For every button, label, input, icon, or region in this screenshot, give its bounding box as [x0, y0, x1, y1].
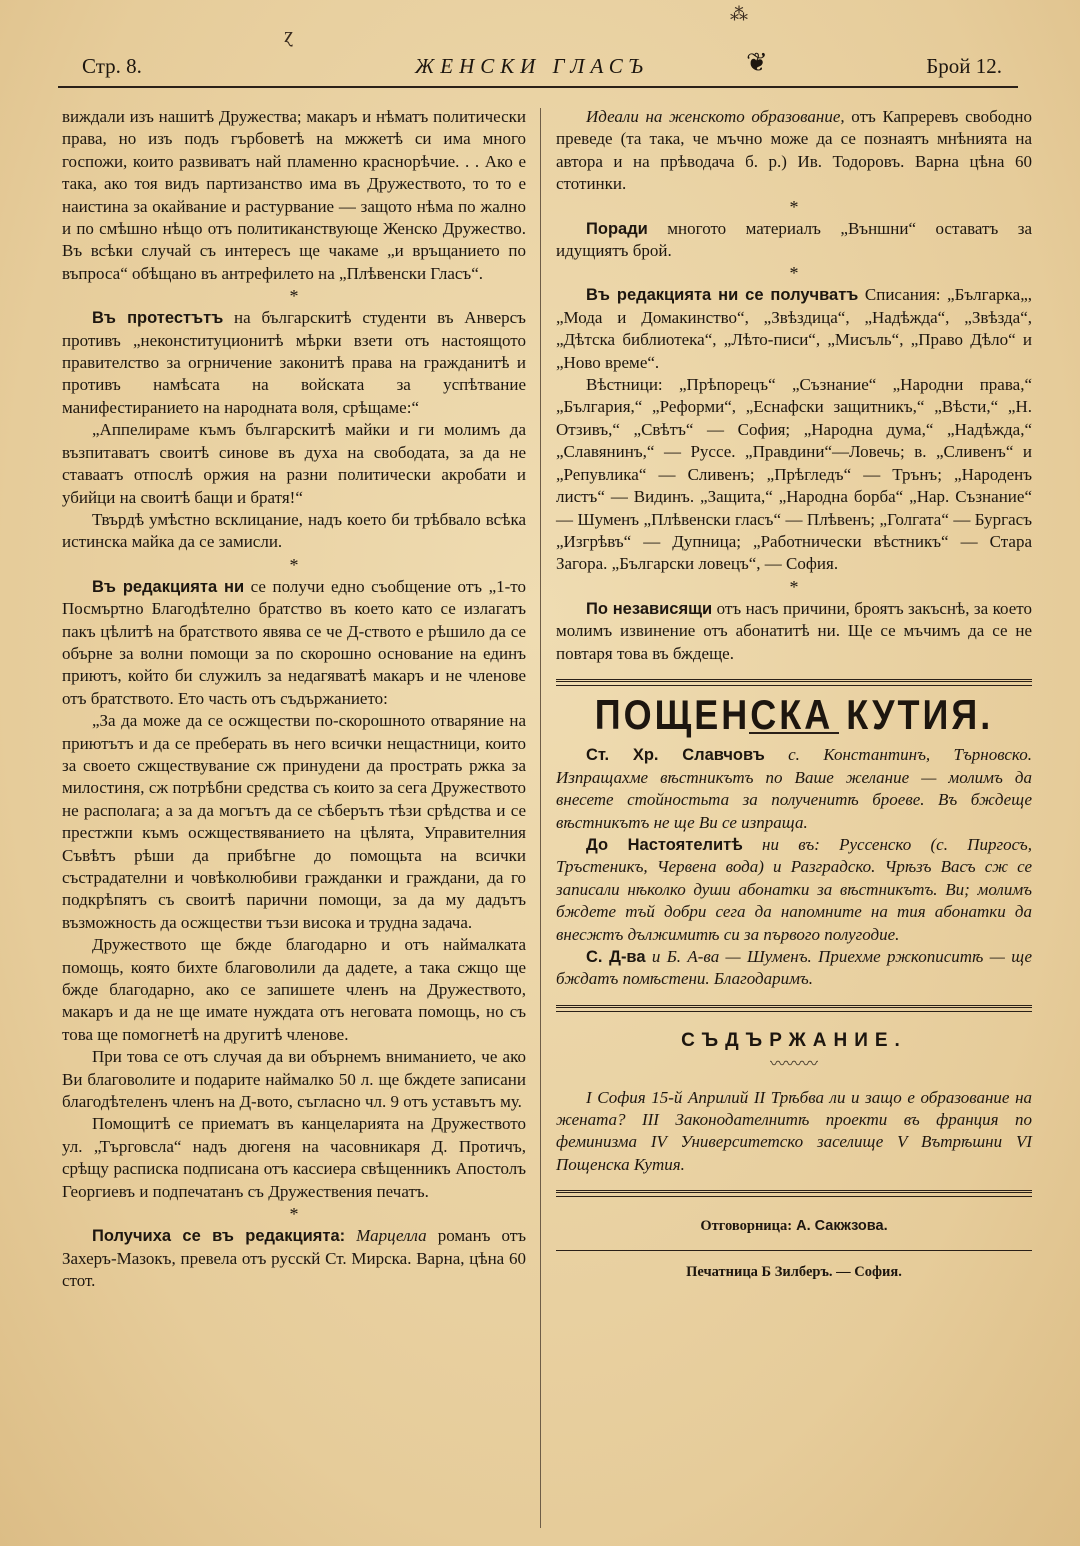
notice-received [556, 284, 1032, 374]
article-text: на българскитѣ студенти въ Анверсъ противъ „неконституционитѣ мѣрки взети отъ настоящото правителство за огрничение законитѣ права на гражданитѣ и противъ намѣсата на войската за успѣтвание манифестиранието на народната воля, срѣщаме:“ [62, 308, 526, 417]
mailbox-entry [556, 834, 1032, 946]
book-notice-text: отъ Капреревъ свободно преведе (та така, че мъчно може да се познаятъ мнѣнията на автора и на прѣводача б. р.) Ив. Тодоровъ. Варна цѣна 60 стотинки. [556, 107, 1032, 194]
book-title: Идеали на женското образование, [586, 107, 845, 126]
separator-star: * [289, 554, 299, 575]
left-column [62, 106, 526, 1292]
article-lead: Получиха се въ редакцията: [92, 1227, 346, 1246]
ink-blot-mark-2: ⁂ [730, 4, 748, 24]
mailbox-entry [556, 946, 1032, 991]
separator-star: * [789, 576, 799, 597]
notice-material [556, 218, 1032, 263]
page-number: Стр. 8. [82, 54, 142, 78]
article-protest [62, 307, 526, 419]
newspapers-list: Вѣстници: „Прѣпорецъ“ „Съзнание“ „Народни права,“ „България,“ „Реформи“, „Еснафски защитникъ,“ „Вѣсти,“ „Н. Отзивъ,“ „Свѣтъ“ — София; „Народна дума,“ „Надѣжда,“ „Славянинъ,“ — Руссе. „Правдини“—Ловечь; в. „Сливенъ“ и „Репувлика“ — Сливенъ; „Прѣгледъ“ — Трънъ; „Народенъ листъ“ — Видинъ. „Защита,“ „Народна борба“ „Нар. Съзнание“ — Шуменъ „Плѣвенски гласъ“ — Плѣвенъ; „Голгата“ — Бургасъ „Изгрѣвъ“ — Дупница; „Работнически вѣстникъ“ — Стара Загора. „Български ловецъ“, — София. [556, 375, 1032, 574]
editor-label: Отговорница: [700, 1218, 793, 1235]
section-rule [556, 1190, 1032, 1197]
mailbox-text: и Б. А-ва — Шуменъ. Приехме ржкописитѣ — ще бждатъ помѣстени. Благодаримъ. [556, 947, 1032, 989]
mailbox-text: Изпращахме вѣстникътъ по Ваше желание — молимъ да внесете стойностьта за полученитѣ броеве. Въ бждеще вѣстникътъ не ще Ви се изпраща. [556, 767, 1032, 832]
column-divider [540, 108, 541, 1528]
notice-lead: Въ редакцията ни се получватъ [586, 286, 859, 305]
article-paragraph: При това се отъ случая да ви обърнемъ вниманието, че ако Ви благоволите и подарите наймалко 50 л. ще бждете записани благодѣтеленъ членъ на Д-вото, съгласно чл. 9 отъ уставътъ му. [62, 1047, 526, 1112]
separator-star: * [789, 263, 799, 284]
ornament-icon: ❦ [746, 48, 768, 77]
article-lead: Въ редакцията ни [92, 577, 245, 596]
section-rule [556, 1005, 1032, 1012]
printer-line: Печатница Б Зилберъ. — София. [686, 1263, 902, 1280]
notice-text: Списания: „Българка„, „Мода и Домакинство“, „Звѣздица“, „Надѣжда“, „Звѣзда“, „Дѣтска библиотека“, „Лѣто-писи“, „Мисъль“, „Право Дѣло“ и „Ново време“. [556, 285, 1033, 372]
mailbox-text: ни въ: Руссенско (с. Пиргосъ, Тръстеникъ, Червена вода) и Разградско. Чрѣзъ Васъ сж се записали нѣколко души абонатки за вѣстникътъ. Ви; молимъ бждете тъй добри сега да напомните на тия абонатки да внесжтъ дължимитѣ си за първого полугодие. [556, 834, 1032, 944]
ink-blot-mark: ɀ [284, 22, 294, 47]
editor-line [556, 1215, 1032, 1237]
notice-delay [556, 598, 1032, 665]
separator-star: * [289, 286, 299, 307]
article-quote: „За да може да се осжществи по-скорошното отваряние на приютътъ и да се преберать въ него всички нещастници, които за своето сжществувание сж принудени да прострать ржка за милостиня, сж потрѣбни средства съ които за сега Дружеството не располага; а за да могътъ да се сѣберътъ тѣзи срѣдства и се престжпи къмъ осжществяванието на цѣлята, Управителния Съвѣтъ рѣши да прибѣгне до помощьта на всички състрадателни и човѣколюбиви гражданки и граждани, да го подкрѣпятъ съ своитѣ парични помощи, за да му дадътъ възможность да осжществи тъзи висока и трудна задача. [62, 711, 526, 932]
section-rule [556, 679, 1032, 686]
mailbox-recipient: До Настоятелитѣ [586, 835, 743, 854]
article-lead: Въ протестътъ [92, 309, 224, 328]
paragraph-continued: виждали изъ нашитѣ Дружества; макаръ и нѣматъ политически права, но изъ подъ гърбоветѣ на мжжетѣ си има много госпожи, които развиватъ най пламенно краснорѣчие. . . Ако е така, ако тоя видъ партизанство има въ Дружеството, то то е наистина за окайвание и растурвание — защото нѣма по жално и по смѣшно нѣщо отъ политиканствующе Женско Дружество. Въ всѣки случай съ интересъ ще чакаме „и връщанието по въпроса“ обѣщано въ антрефилето на „Плѣвенски Гласъ“. [62, 107, 526, 283]
contents-title: СЪДЪРЖАНИЕ. [681, 1029, 907, 1051]
mailbox-place: с. Константинъ, Търновско. [764, 745, 1032, 765]
notice-text: многото материалъ „Външни“ оставатъ за идущиятъ брой. [556, 218, 1032, 261]
notice-text: отъ насъ причини, броятъ закъснѣ, за което молимъ извинение отъ абонатитѣ ни. Ще се мъчимъ да се не повтаря това въ бждеще. [556, 598, 1032, 663]
article-text: романъ отъ Захеръ-Мазокъ, превела отъ русскй Ст. Мирска. Варна, цѣна 60 стот. [62, 1226, 527, 1290]
mailbox-title: ПОЩЕНСКА КУТИЯ. [594, 690, 994, 738]
footer-rule [556, 1250, 1032, 1251]
page-header [82, 50, 1002, 84]
newspaper-title: ЖЕНСКИ ГЛАСЪ [415, 54, 649, 78]
article-conclusion: Твърдѣ умѣстно всклицание, надъ което би трѣбвало всѣка истинска майка да се замисли. [62, 509, 526, 552]
mailbox-entry [556, 744, 1032, 834]
article-paragraph: Дружеството ще бжде благодарно и отъ наймалката помощь, която бихте благоволили да дадете, а така сжщо ще бжде благодарно, ако се запишете членъ на Дружеството, макаръ и да не ще имате нуждата отъ неговата помощь, но съ това ще помогнетѣ на другитѣ членове. [62, 935, 526, 1044]
book-title: Марцелла [345, 1226, 427, 1246]
right-column [556, 106, 1032, 1283]
issue-number: Брой 12. [926, 54, 1002, 78]
header-rule [58, 86, 1018, 88]
notice-lead: Поради [586, 219, 648, 238]
article-text: се получи едно съобщение отъ „1-то Посмъртно Благодѣтелно братство въ което като се излагатъ пакъ цѣлитѣ на братството явява се че Д-ството е рѣшило да се обърне за волни помощи за по скорошно основание на единъ приютъ, който би служилъ за недагяватѣ макаръ и не членове отъ братството. Ето часть отъ съдържанието: [62, 576, 527, 708]
article-brotherhood [62, 576, 526, 710]
article-received [62, 1225, 526, 1292]
editor-name: А. Сакжзова. [792, 1218, 888, 1235]
separator-star: * [789, 196, 799, 217]
article-paragraph: Помощитѣ се приематъ въ канцеларията на Дружеството ул. „Търговсла“ надъ дюгеня на часовникаря Д. Протичъ, срѣщу расписка подписана отъ кассиера свѣщенникъ Апостолъ Георгиевъ и подпечатанъ съ Дружествения печатъ. [62, 1114, 526, 1201]
mailbox-recipient: С. Д-ва [586, 948, 646, 966]
separator-star: * [289, 1204, 299, 1225]
article-quote: „Аппелираме къмъ българскитѣ майки и ги молимъ да възпитаватъ своитѣ синове въ духа на свободата, за да не ставаатъ отпослѣ оржия на разни политически акробати и убийци на своитѣ бащи и братя!“ [62, 420, 526, 507]
contents-squiggle: 〰〰〰 [769, 1056, 818, 1074]
notice-lead: По независящи [586, 599, 713, 618]
contents-list: I София 15-й Априлий II Трѣбва ли и защо е образование на жената? III Законодателнитѣ проекти въ франция по феминизма IV Университетско заселище V Вътрѣшни VI Пощенска Кутия. [556, 1087, 1032, 1174]
book-notice [556, 106, 1032, 196]
mailbox-recipient: Ст. Хр. Славчовъ [586, 746, 765, 765]
